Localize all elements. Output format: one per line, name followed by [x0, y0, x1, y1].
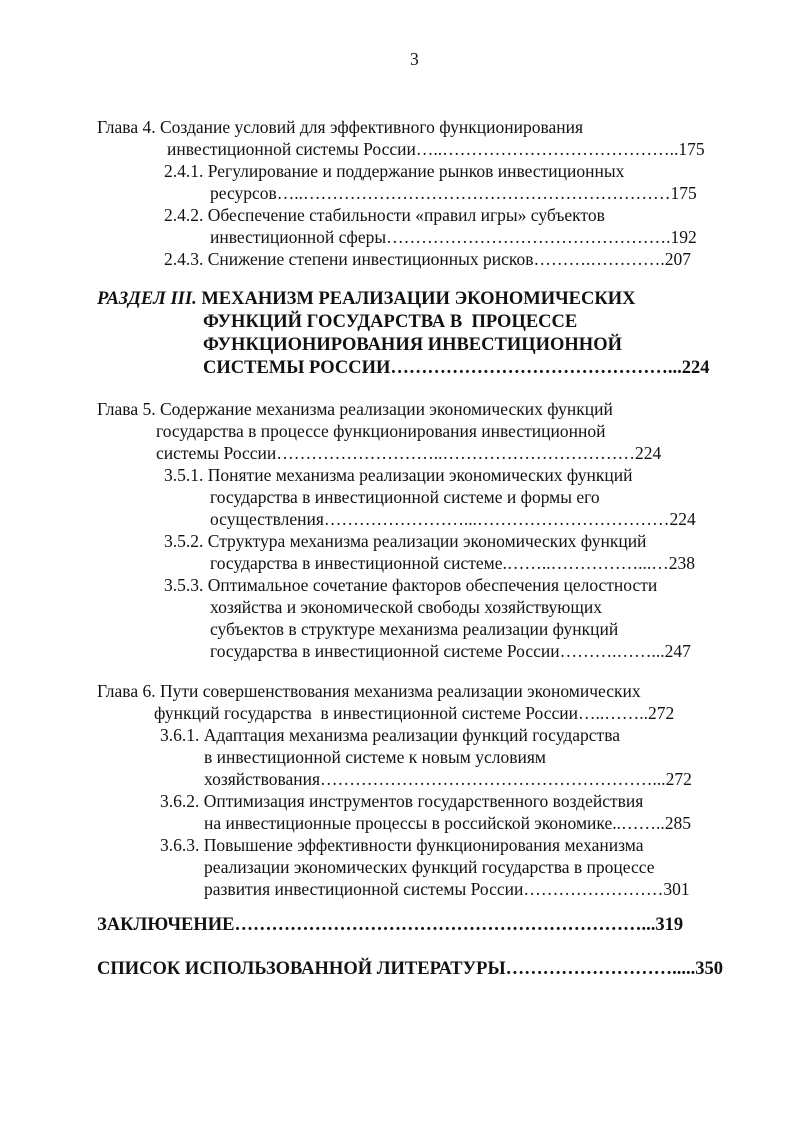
chapter6-title-cont: функций государства в инвестиционной системе России…..……..272 — [154, 703, 675, 723]
chapter4-title: Глава 4. Создание условий для эффективного функционирования — [97, 117, 584, 137]
toc-entry-3-6-2: 3.6.2. Оптимизация инструментов государственного воздействия — [160, 791, 644, 811]
toc-entry-3-5-3-cont: хозяйства и экономической свободы хозяйствующих — [210, 597, 602, 617]
toc-entry-3-5-1: 3.5.1. Понятие механизма реализации экономических функций — [164, 465, 633, 485]
toc-entry-3-6-3: 3.6.3. Повышение эффективности функционирования механизма — [160, 835, 644, 855]
page-number: 3 — [410, 49, 419, 69]
toc-entry-3-6-3-cont2: развития инвестиционной системы России……………………301 — [204, 879, 690, 899]
toc-entry-3-6-1: 3.6.1. Адаптация механизма реализации функций государства — [160, 725, 621, 745]
toc-entry-3-5-3-cont2: субъектов в структуре механизма реализации функций — [210, 619, 619, 639]
toc-entry-2-4-1: 2.4.1. Регулирование и поддержание рынков инвестиционных — [164, 161, 625, 181]
toc-entry-3-5-3: 3.5.3. Оптимальное сочетание факторов обеспечения целостности — [164, 575, 658, 595]
toc-entry-3-6-1-cont2: хозяйствования…………………………………………………...272 — [204, 769, 692, 789]
toc-entry-3-6-1-cont: в инвестиционной системе к новым условиям — [204, 747, 546, 767]
toc-entry-3-5-2: 3.5.2. Структура механизма реализации экономических функций — [164, 531, 647, 551]
conclusion-entry: ЗАКЛЮЧЕНИЕ…………………………………………………………...319 — [97, 915, 684, 935]
section3-title-l2: ФУНКЦИЙ ГОСУДАРСТВА В ПРОЦЕССЕ — [203, 312, 578, 332]
section3-prefix: РАЗДЕЛ III. — [97, 289, 197, 309]
chapter5-title: Глава 5. Содержание механизма реализации экономических функций — [97, 399, 613, 419]
section3-title-l4: СИСТЕМЫ РОССИИ………………………………………...224 — [203, 358, 710, 378]
toc-entry-2-4-2: 2.4.2. Обеспечение стабильности «правил игры» субъектов — [164, 205, 605, 225]
toc-entry-3-5-1-cont: государства в инвестиционной системе и формы его — [210, 487, 600, 507]
toc-entry-3-5-1-cont2: осуществления……………………...……………………………224 — [210, 509, 696, 529]
toc-entry-3-5-2-cont: государства в инвестиционной системе.……..……………...…238 — [210, 553, 695, 573]
chapter4-title-cont: инвестиционной системы России…..…………………………………..175 — [167, 139, 705, 159]
chapter5-title-cont2: системы России………………………..……………………………224 — [156, 443, 662, 463]
toc-entry-2-4-2-cont: инвестиционной сферы………………………………………….192 — [210, 227, 697, 247]
toc-entry-2-4-1-cont: ресурсов…..………………………………………………………175 — [210, 183, 697, 203]
section3-title-l1: МЕХАНИЗМ РЕАЛИЗАЦИИ ЭКОНОМИЧЕСКИХ — [201, 289, 636, 309]
toc-entry-2-4-3: 2.4.3. Снижение степени инвестиционных рисков……….………….207 — [164, 249, 692, 269]
references-entry: СПИСОК ИСПОЛЬЗОВАННОЙ ЛИТЕРАТУРЫ……………………….....350 — [97, 959, 724, 979]
toc-entry-3-6-2-cont: на инвестиционные процессы в российской экономике..……..285 — [204, 813, 691, 833]
section3-heading — [97, 288, 636, 311]
toc-entry-3-5-3-cont3: государства в инвестиционной системе России……….……...247 — [210, 641, 691, 661]
toc-entry-3-6-3-cont: реализации экономических функций государства в процессе — [204, 857, 655, 877]
section3-title-l3: ФУНКЦИОНИРОВАНИЯ ИНВЕСТИЦИОННОЙ — [203, 335, 622, 355]
chapter6-title: Глава 6. Пути совершенствования механизма реализации экономических — [97, 681, 641, 701]
chapter5-title-cont: государства в процессе функционирования инвестиционной — [156, 421, 606, 441]
